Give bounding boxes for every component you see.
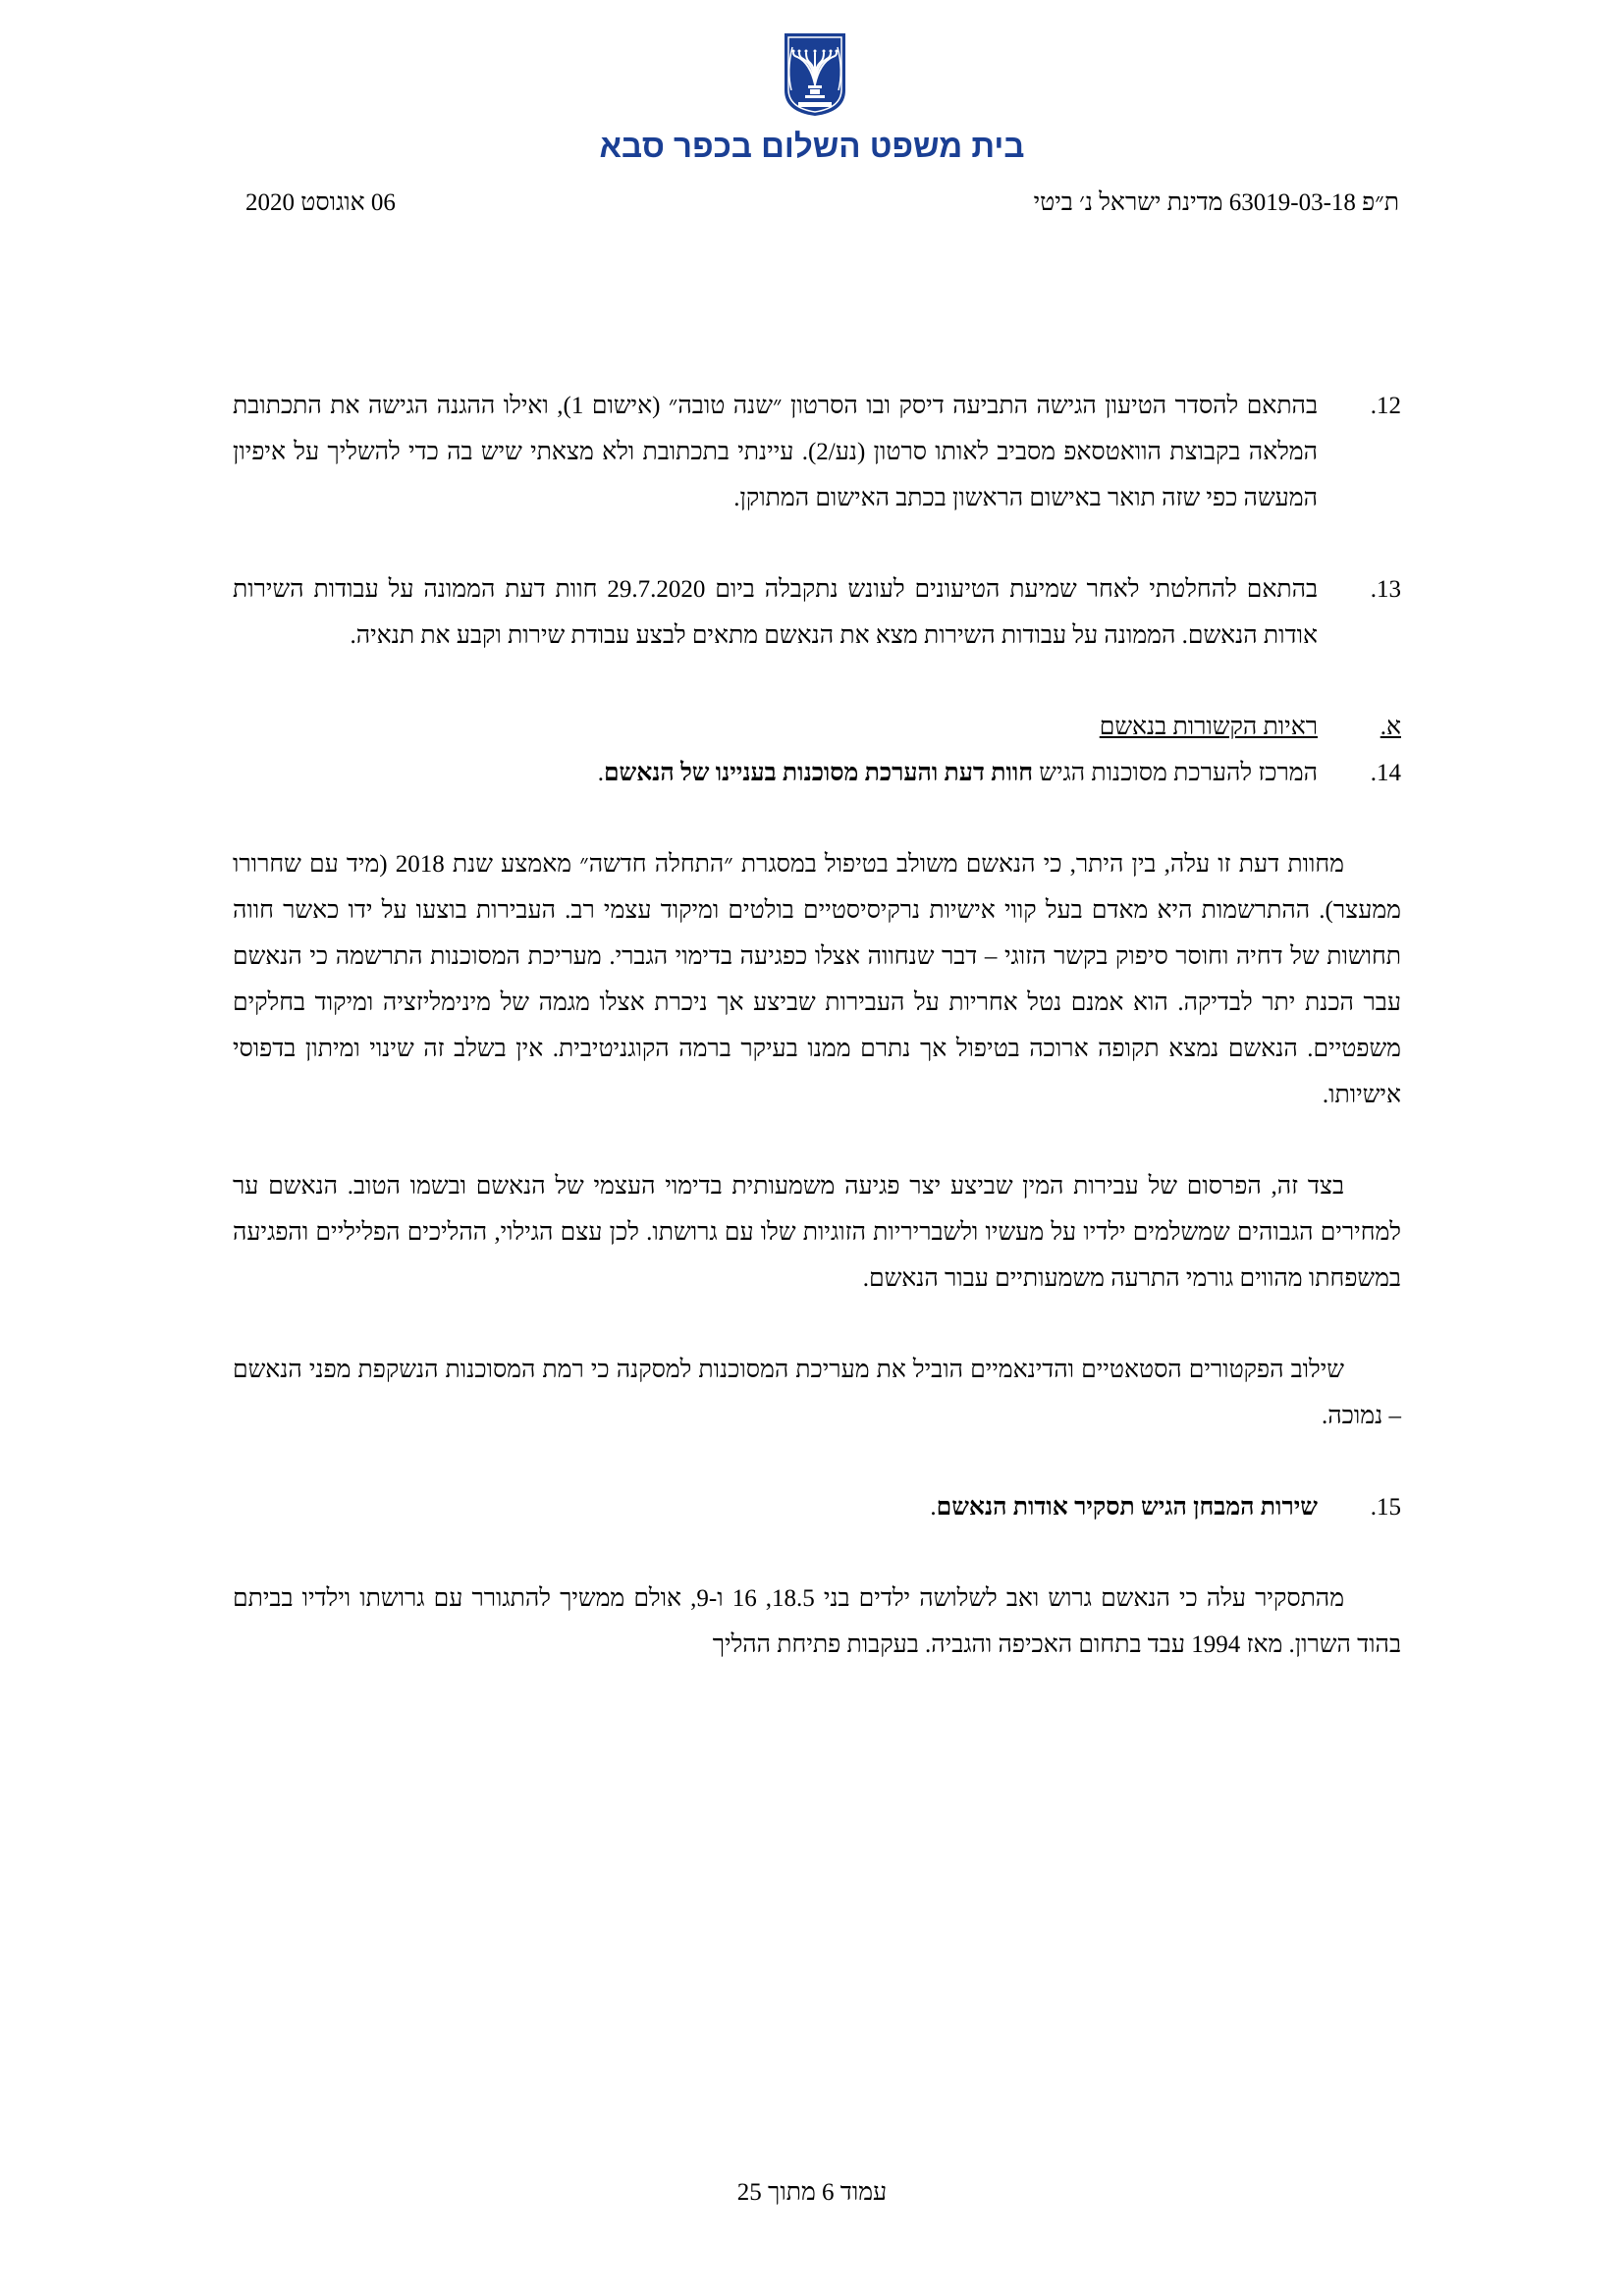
paragraph-text-lead: המרכז להערכת מסוכנות הגיש [1033, 760, 1318, 786]
body-paragraph-risk-conclusion: שילוב הפקטורים הסטאטיים והדינאמיים הוביל את מעריכת המסוכנות למסקנה כי רמת המסוכנות הנשקפת מפני הנאשם – נמוכה. [233, 1357, 1401, 1429]
paragraph-15 [233, 1484, 1401, 1530]
paragraph-text [233, 1484, 1318, 1530]
paragraph-number: 14. [1370, 760, 1401, 786]
paragraph-number: 13. [1370, 576, 1401, 603]
paragraph-text-tail: . [930, 1494, 937, 1521]
paragraph-text: בהתאם להחלטתי לאחר שמיעת הטיעונים לעונש נתקבלה ביום 29.7.2020 חוות דעת הממונה על עבודות השירות אודות הנאשם. הממונה על עבודות השירות מצא את הנאשם מתאים לבצע עבודת שירות וקבע את תנאיה. [233, 576, 1318, 649]
document-body [233, 383, 1401, 1668]
section-title: ראיות הקשורות בנאשם [1099, 714, 1318, 740]
paragraph-12 [233, 383, 1401, 521]
body-paragraph-probation-report: מהתסקיר עלה כי הנאשם גרוש ואב לשלושה ילדים בני 18.5, 16 ו-9, אולם ממשיך להתגורר עם גרושתו וילדיו בביתם בהוד השרון. מאז 1994 עבד בתחום האכיפה והגביה. בעקבות פתיחת ההליך [233, 1585, 1401, 1658]
case-number-line: ת״פ 63019-03-18 מדינת ישראל נ׳ ביטי [1033, 189, 1399, 216]
state-emblem-icon [781, 29, 849, 118]
page-number: עמוד 6 מתוך 25 [736, 2179, 888, 2206]
paragraph-number: 15. [1370, 1494, 1401, 1521]
paragraph-bold-text: שירות המבחן הגיש תסקיר אודות הנאשם [936, 1494, 1318, 1521]
body-paragraph-risk-assessment: מחוות דעת זו עלה, בין היתר, כי הנאשם משולב בטיפול במסגרת ״התחלה חדשה״ מאמצע שנת 2018 (מיד עם שחרורו ממעצר). ההתרשמות היא מאדם בעל קווי אישיות נרקיסיסטיים בולטים ומיקוד עצמי רב. העבירות בוצעו על ידו כאשר חווה תחושות של דחיה וחוסר סיפוק בקשר הזוגי – דבר שנחווה אצלו כפגיעה בדימוי הגברי. מעריכת המסוכנות התרשמה כי הנאשם עבר הכנת יתר לבדיקה. הוא אמנם נטל אחריות על העבירות שביצע אך ניכרת אצלו מגמה של מינימליזציה ומיקוד בחלקים משפטיים. הנאשם נמצא תקופה ארוכה בטיפול אך נתרם ממנו בעיקר ברמה הקוגניטיבית. אין בשלב זה שינוי ומיתון בדפוסי אישיותו. [233, 851, 1401, 1108]
section-heading-a [233, 704, 1401, 750]
body-paragraph-deterrence: בצד זה, הפרסום של עבירות המין שביצע יצר פגיעה משמעותית בדימוי העצמי של הנאשם ובשמו הטוב. הנאשם ער למחירים הגבוהים שמשלמים ילדיו על מעשיו ולשבריריות הזוגיות שלו עם גרושתו. לכן עצם הגילוי, ההליכים הפליליים והפגיעה במשפחתו מהווים גורמי התרעה משמעותיים עבור הנאשם. [233, 1173, 1401, 1292]
paragraph-text [233, 750, 1318, 796]
paragraph-text: בהתאם להסדר הטיעון הגישה התביעה דיסק ובו הסרטון ״שנה טובה״ (אישום 1), ואילו ההגנה הגישה את התכתובת המלאה בקבוצת הוואטסאפ מסביב לאותו סרטון (נע/2). עיינתי בתכתובת ולא מצאתי שיש בה כדי להשליך על איפיון המעשה כפי שזה תואר באישום הראשון בכתב האישום המתוקן. [233, 393, 1319, 511]
paragraph-13 [233, 566, 1401, 659]
document-date: 06 אוגוסט 2020 [245, 189, 396, 216]
paragraph-number: 12. [1370, 393, 1401, 419]
paragraph-bold-text: חוות דעת והערכת מסוכנות בעניינו של הנאשם [603, 760, 1034, 786]
paragraph-14 [233, 750, 1401, 796]
court-name: בית משפט השלום בכפר סבא [599, 128, 1025, 164]
paragraph-text-tail: . [597, 760, 604, 786]
section-letter: א. [1380, 714, 1401, 740]
